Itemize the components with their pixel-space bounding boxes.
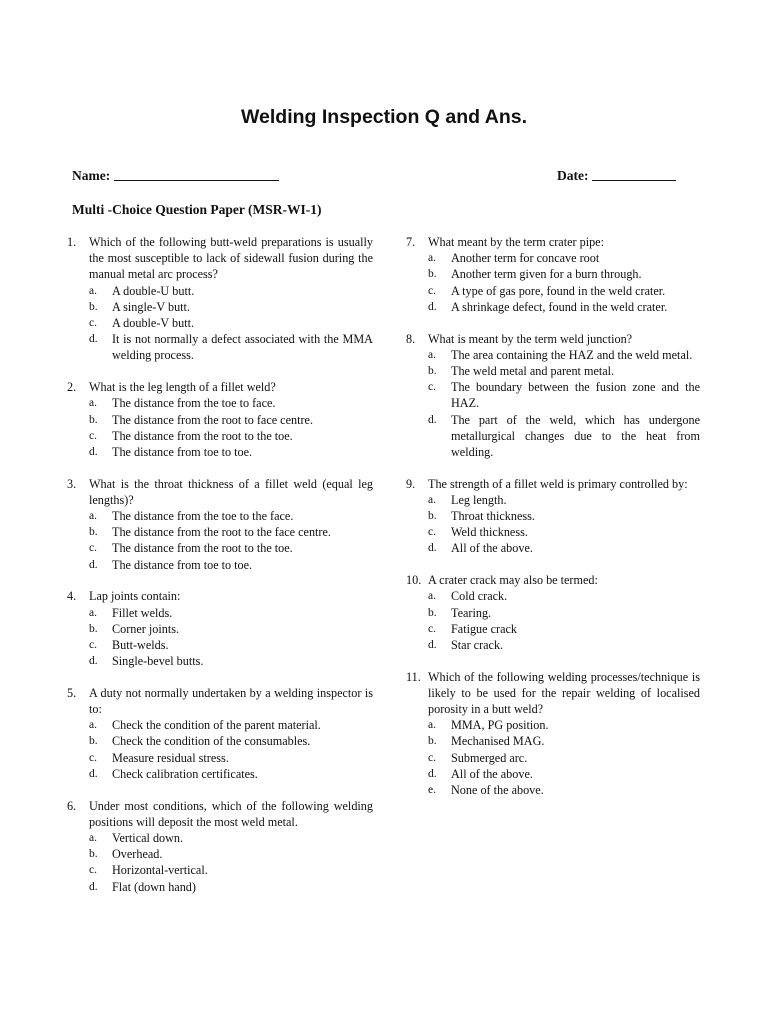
answer-option: [89, 637, 373, 653]
option-text: The distance from the root to the toe.: [112, 541, 293, 556]
answer-option: [428, 637, 700, 653]
answer-option: [428, 299, 700, 315]
option-letter: a.: [89, 397, 97, 410]
option-text: All of the above.: [451, 766, 533, 781]
answer-option: [89, 508, 373, 524]
option-letter: b.: [89, 848, 98, 861]
question-number: 6.: [67, 798, 77, 813]
answer-option: [89, 557, 373, 573]
option-letter: c.: [89, 864, 97, 877]
option-letter: d.: [89, 445, 98, 458]
question-text: Which of the following welding processes/technique is likely to be used for the repair welding of localised porosity in a butt weld?: [428, 669, 700, 717]
option-letter: b.: [89, 622, 98, 635]
option-text: Cold crack.: [451, 589, 508, 604]
option-text: Vertical down.: [112, 831, 184, 845]
option-letter: a.: [428, 590, 436, 603]
answer-option: [89, 412, 373, 428]
date-field: [557, 168, 676, 184]
option-letter: d.: [89, 880, 98, 893]
option-text: None of the above.: [451, 783, 544, 798]
answer-options: [89, 283, 373, 364]
answer-option: [89, 733, 373, 749]
option-text: Throat thickness.: [451, 509, 535, 524]
name-label: Name:: [72, 168, 111, 183]
option-text: A single-V butt.: [112, 299, 190, 314]
option-text: Single-bevel butts.: [112, 654, 204, 669]
option-text: Fillet welds.: [112, 605, 173, 620]
option-text: Another term for concave root: [451, 251, 600, 266]
option-text: Flat (down hand): [112, 879, 196, 894]
option-letter: a.: [89, 832, 97, 844]
option-letter: d.: [89, 767, 98, 780]
questions-right-column: [406, 234, 700, 814]
option-letter: b.: [428, 510, 437, 523]
question-number: 8.: [406, 331, 416, 346]
option-letter: d.: [428, 767, 437, 780]
question-3: [67, 476, 373, 573]
answer-option: [428, 766, 700, 782]
option-letter: c.: [89, 317, 97, 330]
answer-option: [89, 621, 373, 637]
option-letter: e.: [428, 784, 436, 797]
question-number: 1.: [67, 235, 77, 249]
option-letter: c.: [89, 429, 97, 442]
question-text: The strength of a fillet weld is primary controlled by:: [428, 476, 688, 491]
date-label: Date:: [557, 168, 589, 183]
answer-option: [428, 733, 700, 749]
question-text: What is meant by the term weld junction?: [428, 331, 633, 346]
option-letter: d.: [89, 558, 98, 571]
question-text: A duty not normally undertaken by a welding inspector is to:: [89, 685, 373, 717]
option-text: The distance from the root to face centre.: [112, 412, 313, 427]
question-number: 9.: [406, 476, 416, 491]
answer-option: [89, 395, 373, 411]
option-text: Fatigue crack: [451, 621, 517, 636]
option-letter: b.: [428, 268, 437, 281]
option-text: Check the condition of the consumables.: [112, 734, 311, 749]
answer-option: [89, 862, 373, 878]
option-letter: d.: [428, 542, 437, 555]
option-letter: d.: [89, 333, 98, 346]
question-number: 11.: [406, 669, 421, 684]
option-text: The distance from the toe to face.: [112, 396, 276, 411]
option-letter: a.: [428, 348, 436, 361]
option-letter: c.: [428, 284, 436, 297]
option-text: Submerged arc.: [451, 750, 528, 765]
answer-option: [428, 283, 700, 299]
option-letter: d.: [428, 638, 437, 651]
option-text: The distance from the root to the toe.: [112, 428, 293, 443]
option-text: Check calibration certificates.: [112, 766, 258, 781]
answer-option: [89, 846, 373, 862]
option-text: The boundary between the fusion zone and the HAZ.: [451, 380, 700, 411]
question-11: [406, 669, 700, 799]
option-text: All of the above.: [451, 541, 533, 556]
option-letter: a.: [89, 284, 97, 297]
answer-option: [428, 347, 700, 363]
question-number: 10.: [406, 573, 422, 588]
question-number: 5.: [67, 685, 77, 700]
option-letter: b.: [89, 413, 98, 426]
answer-option: [89, 766, 373, 782]
question-10: [406, 572, 700, 653]
option-text: MMA, PG position.: [451, 718, 549, 733]
question-text: What meant by the term crater pipe:: [428, 235, 604, 249]
answer-option: [89, 299, 373, 315]
answer-options: [428, 717, 700, 798]
option-letter: b.: [89, 735, 98, 748]
answer-option: [428, 717, 700, 733]
option-letter: b.: [89, 526, 98, 539]
date-blank-line[interactable]: [592, 168, 676, 181]
answer-option: [89, 717, 373, 733]
option-text: Weld thickness.: [451, 525, 528, 540]
option-letter: d.: [428, 413, 437, 426]
option-text: The distance from the toe to the face.: [112, 509, 294, 524]
option-letter: b.: [428, 606, 437, 619]
option-letter: d.: [89, 655, 98, 668]
answer-option: [89, 750, 373, 766]
question-number: 7.: [406, 235, 416, 249]
option-text: A double-U butt.: [112, 283, 195, 298]
answer-option: [428, 363, 700, 379]
answer-option: [428, 412, 700, 461]
option-text: The distance from the root to the face centre.: [112, 525, 331, 540]
question-number: 2.: [67, 380, 77, 395]
answer-options: [89, 605, 373, 670]
question-text: Which of the following butt-weld preparations is usually the most susceptible to lack of sidewall fusion during the manual metal arc process?: [89, 235, 373, 282]
question-2: [67, 379, 373, 460]
answer-option: [89, 653, 373, 669]
answer-option: [89, 444, 373, 460]
question-text: Under most conditions, which of the following welding positions will deposit the most weld metal.: [89, 798, 373, 829]
option-letter: c.: [428, 751, 436, 764]
answer-option: [428, 379, 700, 411]
question-text: What is the leg length of a fillet weld?: [89, 380, 276, 395]
option-letter: b.: [428, 364, 437, 377]
answer-option: [89, 283, 373, 299]
question-text: Lap joints contain:: [89, 589, 181, 604]
option-letter: b.: [428, 735, 437, 748]
answer-option: [89, 331, 373, 363]
answer-option: [428, 750, 700, 766]
option-text: A type of gas pore, found in the weld crater.: [451, 283, 666, 298]
answer-options: [428, 492, 700, 557]
answer-option: [89, 428, 373, 444]
question-9: [406, 476, 700, 557]
option-letter: c.: [89, 542, 97, 555]
answer-option: [428, 540, 700, 556]
answer-options: [89, 717, 373, 782]
option-text: Butt-welds.: [112, 637, 169, 652]
option-text: It is not normally a defect associated with the MMA welding process.: [112, 332, 373, 363]
option-letter: a.: [428, 493, 436, 506]
answer-option: [89, 605, 373, 621]
option-text: Tearing.: [451, 605, 492, 620]
answer-options: [428, 588, 700, 653]
question-6: [67, 798, 373, 895]
question-7: [406, 234, 700, 315]
option-letter: a.: [428, 252, 436, 265]
answer-option: [89, 315, 373, 331]
answer-options: [89, 395, 373, 460]
question-text: A crater crack may also be termed:: [428, 573, 598, 588]
option-letter: a.: [428, 719, 436, 732]
answer-option: [89, 830, 373, 846]
question-1: [67, 234, 373, 364]
answer-option: [428, 524, 700, 540]
option-letter: c.: [428, 381, 436, 394]
answer-option: [428, 605, 700, 621]
option-letter: a.: [89, 510, 97, 523]
option-text: Check the condition of the parent material.: [112, 718, 321, 733]
option-letter: d.: [428, 300, 437, 313]
option-text: Mechanised MAG.: [451, 734, 545, 749]
option-text: Corner joints.: [112, 621, 180, 636]
question-4: [67, 588, 373, 669]
paper-subtitle: Multi -Choice Question Paper (MSR-WI-1): [72, 202, 322, 217]
name-blank-line[interactable]: [114, 168, 279, 181]
answer-option: [428, 266, 700, 282]
answer-option: [428, 621, 700, 637]
answer-options: [89, 830, 373, 895]
answer-option: [89, 540, 373, 556]
answer-option: [428, 782, 700, 798]
question-text: What is the throat thickness of a fillet weld (equal leg lengths)?: [89, 476, 373, 507]
answer-options: [428, 250, 700, 315]
option-letter: c.: [428, 622, 436, 635]
document-title: Welding Inspection Q and Ans.: [240, 106, 528, 128]
option-letter: a.: [89, 606, 97, 619]
answer-option: [89, 879, 373, 895]
answer-option: [428, 508, 700, 524]
answer-option: [428, 250, 700, 266]
questions-left-column: [67, 234, 373, 910]
option-letter: c.: [89, 751, 97, 764]
option-text: The area containing the HAZ and the weld metal.: [451, 347, 693, 362]
answer-options: [89, 508, 373, 573]
option-letter: a.: [89, 719, 97, 732]
option-letter: c.: [89, 638, 97, 651]
option-text: Another term given for a burn through.: [451, 267, 642, 282]
option-text: Horizontal-vertical.: [112, 863, 208, 878]
option-text: A shrinkage defect, found in the weld crater.: [451, 299, 668, 314]
option-text: The part of the weld, which has undergone metallurgical changes due to the heat from welding.: [451, 412, 700, 459]
option-text: Measure residual stress.: [112, 750, 229, 765]
question-8: [406, 331, 700, 461]
answer-option: [428, 492, 700, 508]
question-number: 4.: [67, 589, 77, 604]
option-letter: b.: [89, 300, 98, 313]
option-text: The weld metal and parent metal.: [451, 363, 615, 378]
name-field: [72, 168, 279, 184]
option-text: The distance from toe to toe.: [112, 444, 253, 459]
question-number: 3.: [67, 476, 77, 491]
option-text: The distance from toe to toe.: [112, 557, 253, 572]
option-text: A double-V butt.: [112, 316, 195, 331]
answer-option: [428, 588, 700, 604]
option-text: Star crack.: [451, 637, 504, 652]
answer-option: [89, 524, 373, 540]
answer-options: [428, 347, 700, 460]
option-letter: c.: [428, 526, 436, 539]
option-text: Leg length.: [451, 492, 507, 507]
question-5: [67, 685, 373, 782]
option-text: Overhead.: [112, 847, 163, 862]
